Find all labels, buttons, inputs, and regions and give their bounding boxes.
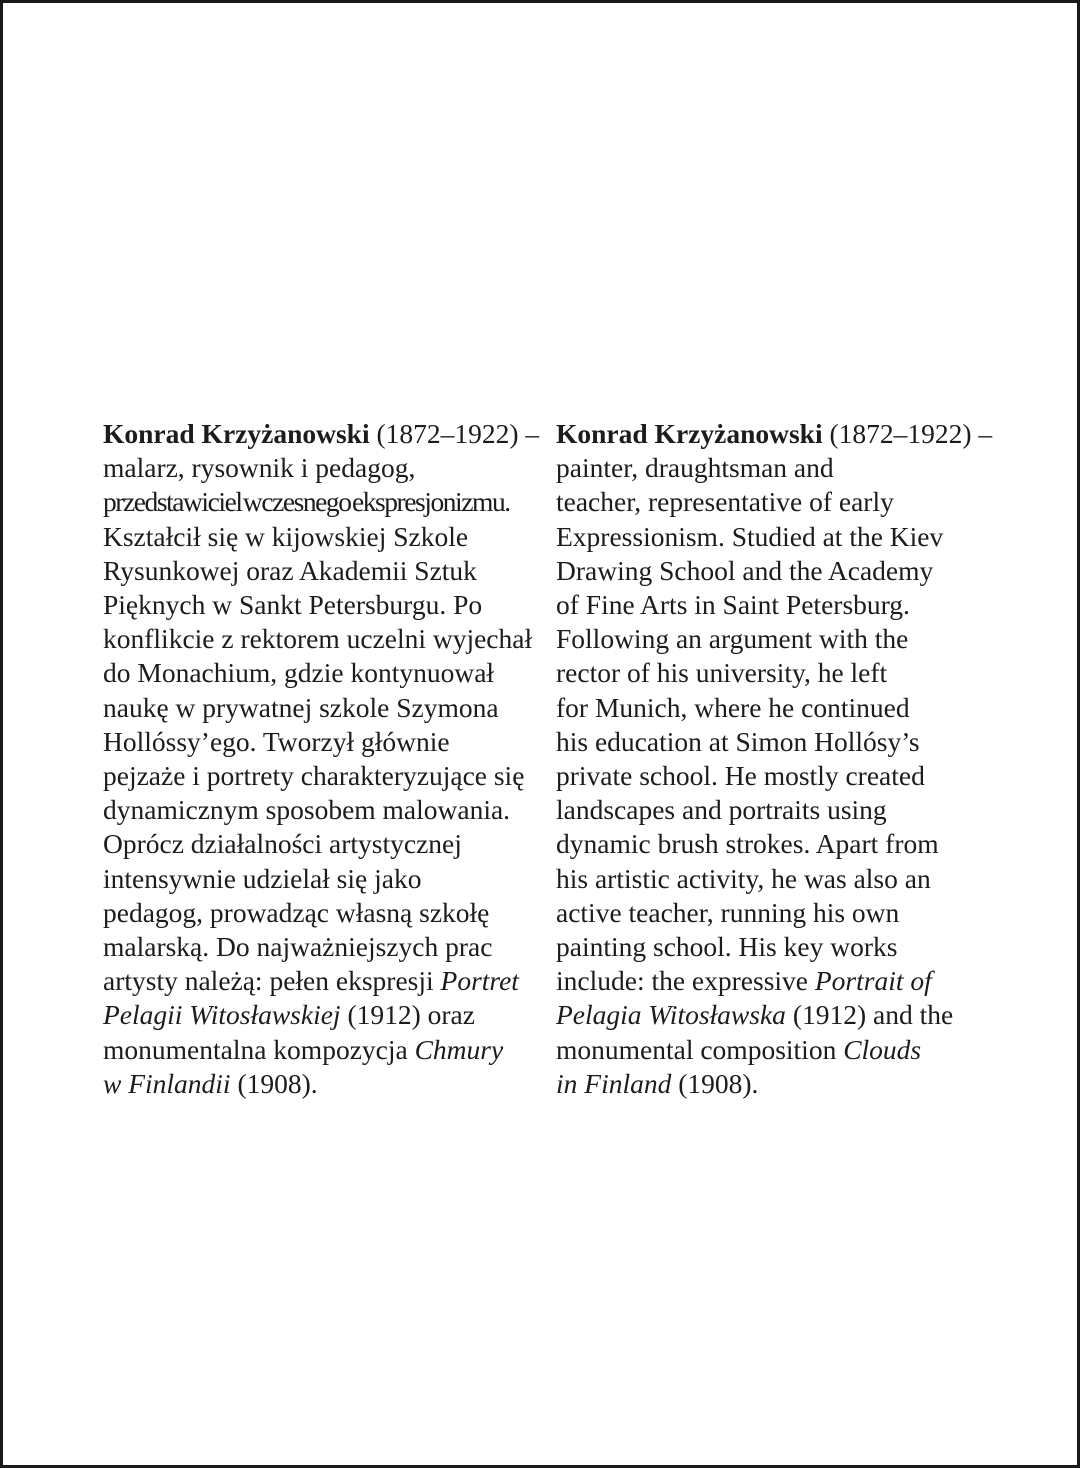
text-line: Following an argument with the — [556, 623, 909, 655]
artist-name: Konrad Krzyżanowski — [103, 418, 370, 449]
text-line: rector of his university, he left — [556, 657, 888, 689]
artwork-title: Portret — [440, 965, 519, 997]
text-line: his education at Simon Hollósy’s — [556, 725, 920, 757]
artwork-title: Pelagii Witosławskiej — [103, 999, 341, 1031]
text-line — [103, 1067, 553, 1101]
text-line: painting school. His key works — [556, 931, 898, 963]
text-line — [556, 1067, 996, 1101]
text-line — [556, 1033, 996, 1067]
text-line — [103, 998, 553, 1032]
text-line: pedagog, prowadząc własną szkołę — [103, 896, 490, 928]
text-line: landscapes and portraits using — [556, 794, 887, 826]
text-line: painter, draughtsman and — [556, 452, 834, 484]
text-line: Rysunkowej oraz Akademii Sztuk — [103, 554, 477, 586]
artwork-title: Pelagia Witosławska — [556, 999, 786, 1031]
line-text: (1872–1922) – — [369, 418, 540, 449]
artist-name: Konrad Krzyżanowski — [556, 418, 823, 449]
text-line: konflikcie z rektorem uczelni wyjechał — [103, 623, 533, 655]
line-text: (1912) and the — [785, 999, 954, 1031]
text-line: malarz, rysownik i pedagog, — [103, 452, 416, 484]
text-line — [103, 1033, 553, 1067]
text-line: do Monachium, gdzie kontynuował — [103, 657, 495, 689]
text-line: dynamicznym sposobem malowania. — [103, 794, 511, 826]
text-line: of Fine Arts in Saint Petersburg. — [556, 589, 910, 621]
text-line: Drawing School and the Academy — [556, 554, 934, 586]
text-line — [556, 998, 996, 1032]
polish-biography — [103, 417, 553, 1101]
text-line: Hollóssy’ego. Tworzył głównie — [103, 725, 450, 757]
text-line: naukę w prywatnej szkole Szymona — [103, 691, 499, 723]
text-line: private school. He mostly created — [556, 760, 925, 792]
artwork-title: Portrait of — [814, 965, 932, 997]
artwork-title: Chmury — [414, 1033, 504, 1065]
line-text: (1872–1922) – — [822, 418, 993, 449]
artwork-title: Clouds — [843, 1033, 922, 1065]
text-line: malarską. Do najważniejszych prac — [103, 931, 493, 963]
text-line: Pięknych w Sankt Petersburgu. Po — [103, 589, 483, 621]
text-line: dynamic brush strokes. Apart from — [556, 828, 939, 860]
artwork-title: in Finland — [556, 1067, 672, 1099]
text-line: for Munich, where he continued — [556, 691, 910, 723]
text-line: intensywnie udzielał się jako — [103, 862, 422, 894]
text-line — [556, 964, 996, 998]
english-biography — [556, 417, 996, 1101]
line-text: monumentalna kompozycja — [103, 1033, 415, 1065]
text-line: Oprócz działalności artystycznej — [103, 828, 462, 860]
text-line: his artistic activity, he was also an — [556, 862, 931, 894]
line-text: (1912) oraz — [340, 999, 475, 1031]
text-line — [556, 417, 996, 451]
text-line: Kształcił się w kijowskiej Szkole — [103, 520, 469, 552]
line-text: (1908). — [230, 1067, 318, 1099]
text-line — [103, 417, 553, 451]
line-text: artysty należą: pełen ekspresji — [103, 965, 441, 997]
text-line: active teacher, running his own — [556, 896, 900, 928]
text-line: teacher, representative of early — [556, 486, 894, 518]
text-line: przedstawiciel wczesnego ekspresjonizmu. — [103, 486, 510, 518]
text-line: Expressionism. Studied at the Kiev — [556, 520, 944, 552]
text-line: pejzaże i portrety charakteryzujące się — [103, 760, 525, 792]
line-text: (1908). — [671, 1067, 759, 1099]
line-text: include: the expressive — [556, 965, 815, 997]
line-text: monumental composition — [556, 1033, 844, 1065]
artwork-title: w Finlandii — [103, 1067, 231, 1099]
text-line — [103, 964, 553, 998]
